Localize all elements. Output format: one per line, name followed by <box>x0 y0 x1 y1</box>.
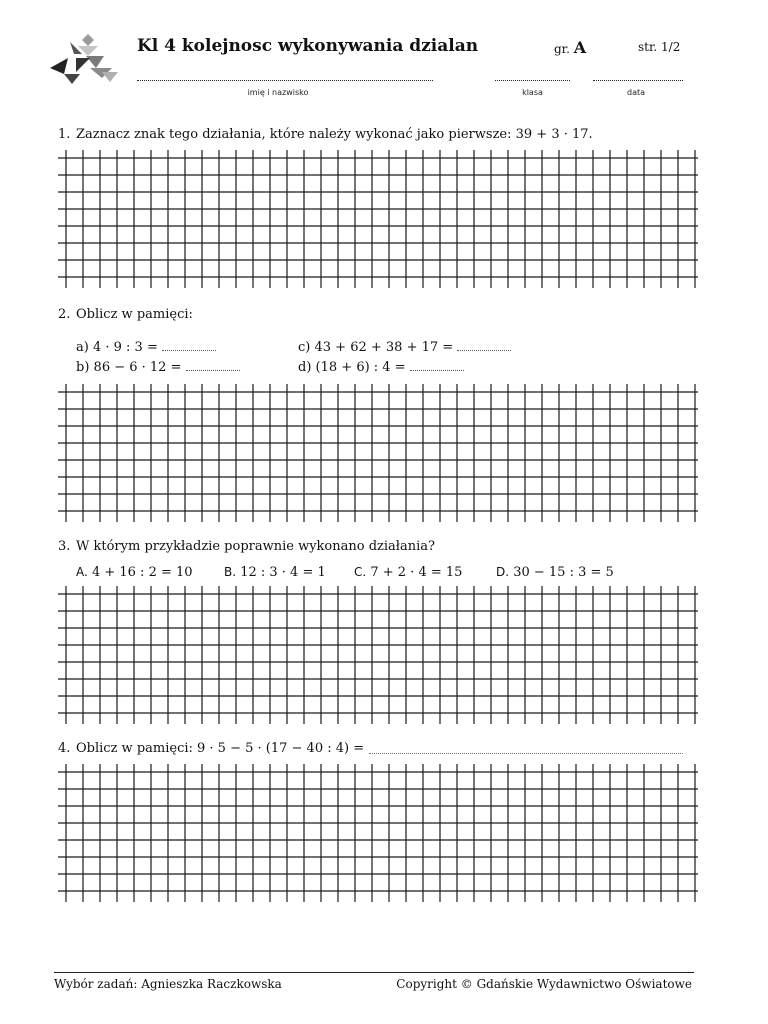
option-d[interactable] <box>496 565 614 580</box>
answer-field[interactable] <box>410 360 464 371</box>
name-caption: imię i nazwisko <box>247 88 309 97</box>
subtask-expression: (18 + 6) : 4 = <box>315 360 406 375</box>
grid-lines <box>58 586 698 724</box>
subtask-label: d) <box>298 360 312 375</box>
task-text: W którym przykładzie poprawnie wykonano działania? <box>76 539 436 554</box>
answer-grid-2[interactable] <box>58 384 698 522</box>
option-expression: 4 + 16 : 2 = 10 <box>91 565 193 580</box>
task-text: Oblicz w pamięci: <box>76 307 193 322</box>
subtask-d <box>298 360 464 375</box>
answer-grid-4[interactable] <box>58 764 698 902</box>
subtask-c <box>298 340 511 355</box>
task-number: 1. <box>58 127 71 142</box>
option-letter: C. <box>354 565 367 579</box>
group-label <box>554 38 586 57</box>
option-letter: B. <box>224 565 237 579</box>
task-number: 2. <box>58 307 71 322</box>
publisher-logo <box>46 32 120 88</box>
option-c[interactable] <box>354 565 462 580</box>
class-caption: klasa <box>522 88 543 97</box>
worksheet-title: Kl 4 kolejnosc wykonywania dzialan <box>137 36 479 56</box>
task-text: Oblicz w pamięci: 9 · 5 − 5 · (17 − 40 : 4) = <box>76 741 365 756</box>
group-prefix: gr. <box>554 42 570 56</box>
footer-divider <box>54 972 694 973</box>
grid-lines <box>58 384 698 522</box>
subtask-b <box>76 360 240 375</box>
class-field[interactable] <box>495 80 570 81</box>
answer-field[interactable] <box>369 753 683 754</box>
name-field[interactable] <box>137 80 433 81</box>
grid-lines <box>58 150 698 288</box>
option-expression: 7 + 2 · 4 = 15 <box>370 565 463 580</box>
answer-field[interactable] <box>186 360 240 371</box>
subtask-label: b) <box>76 360 90 375</box>
task-number: 4. <box>58 741 71 756</box>
subtask-a <box>76 340 216 355</box>
task-1 <box>58 127 593 142</box>
group-letter: A <box>573 38 587 57</box>
page-number: str. 1/2 <box>638 40 681 54</box>
footer-copyright: Copyright © Gdańskie Wydawnictwo Oświatowe <box>396 977 692 991</box>
answer-field[interactable] <box>457 340 511 351</box>
answer-field[interactable] <box>162 340 216 351</box>
option-b[interactable] <box>224 565 326 580</box>
option-expression: 12 : 3 · 4 = 1 <box>240 565 326 580</box>
footer-author: Wybór zadań: Agnieszka Raczkowska <box>54 977 282 991</box>
option-a[interactable] <box>76 565 193 580</box>
subtask-expression: 43 + 62 + 38 + 17 = <box>314 340 454 355</box>
option-expression: 30 − 15 : 3 = 5 <box>513 565 614 580</box>
task-text: Zaznacz znak tego działania, które należy wykonać jako pierwsze: 39 + 3 · 17. <box>76 127 593 142</box>
subtask-expression: 86 − 6 · 12 = <box>93 360 182 375</box>
option-letter: D. <box>496 565 510 579</box>
task-2 <box>58 307 193 322</box>
option-letter: A. <box>76 565 88 579</box>
answer-grid-3[interactable] <box>58 586 698 724</box>
date-caption: data <box>626 88 646 97</box>
task-4 <box>58 741 364 756</box>
subtask-label: c) <box>298 340 311 355</box>
subtask-expression: 4 · 9 : 3 = <box>92 340 158 355</box>
task-3 <box>58 539 435 554</box>
answer-grid-1[interactable] <box>58 150 698 288</box>
grid-lines <box>58 764 698 902</box>
task-number: 3. <box>58 539 71 554</box>
date-field[interactable] <box>593 80 683 81</box>
subtask-label: a) <box>76 340 89 355</box>
